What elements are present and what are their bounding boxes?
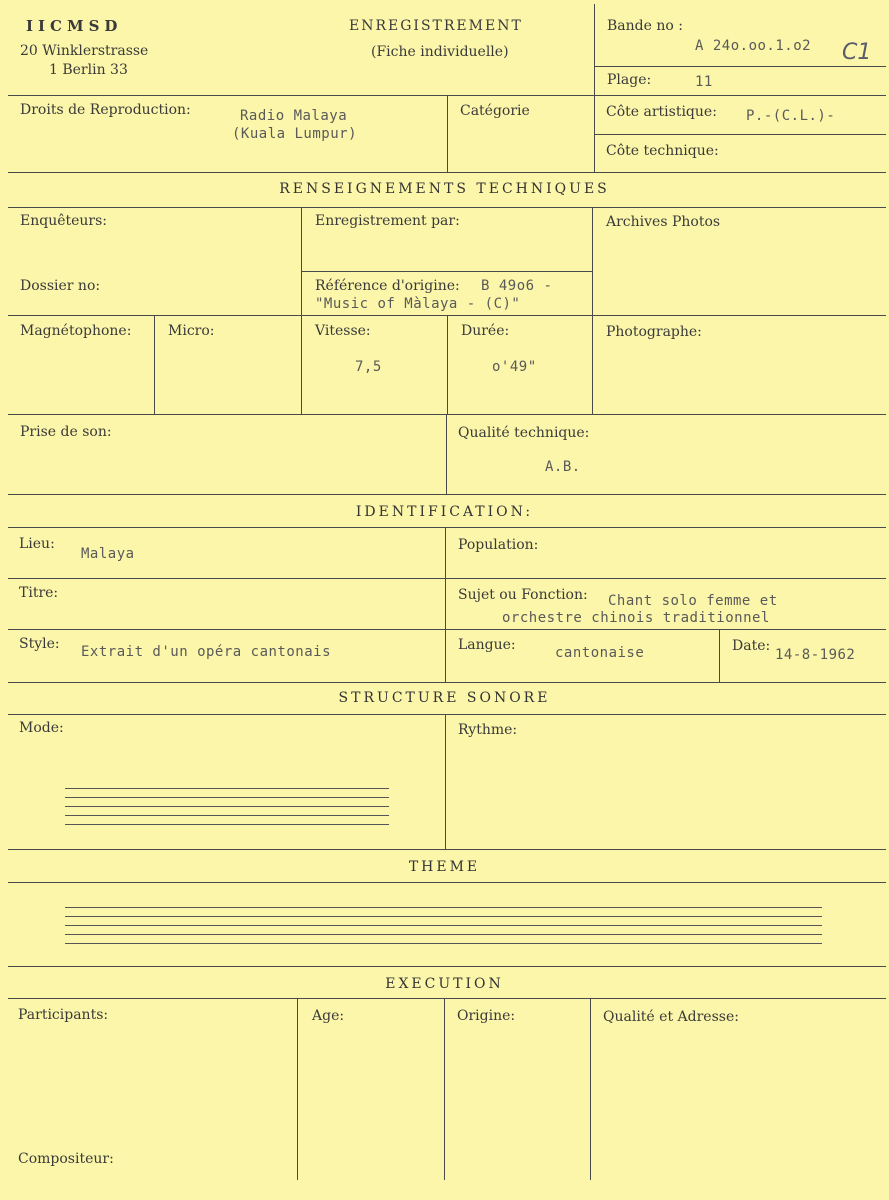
rule-bande xyxy=(594,66,886,67)
date-value: 14-8-1962 xyxy=(775,647,856,663)
lieu-label: Lieu: xyxy=(19,536,55,552)
droits-label: Droits de Reproduction: xyxy=(20,102,191,118)
form-title: ENREGISTREMENT xyxy=(349,18,523,34)
langue-label: Langue: xyxy=(458,637,516,653)
rule-tech-right xyxy=(592,207,593,414)
form-subtitle: (Fiche individuelle) xyxy=(371,44,509,60)
rule-cote xyxy=(594,134,886,135)
rule-header-right xyxy=(594,4,595,172)
rule-origine xyxy=(444,998,445,1180)
sujet-value-1: Chant solo femme et xyxy=(608,593,778,609)
sujet-label: Sujet ou Fonction: xyxy=(458,587,588,603)
qualite-adresse-label: Qualité et Adresse: xyxy=(603,1009,739,1025)
rule-theme-bottom xyxy=(8,966,886,967)
reference-label: Référence d'origine: xyxy=(315,278,460,294)
style-value: Extrait d'un opéra cantonais xyxy=(81,644,332,660)
rule-qualite xyxy=(446,414,447,494)
rule-titre xyxy=(8,578,886,579)
droits-value-2: (Kuala Lumpur) xyxy=(232,126,358,142)
reference-value-2: "Music of Màlaya - (C)" xyxy=(315,296,521,312)
micro-label: Micro: xyxy=(168,323,215,339)
date-label: Date: xyxy=(732,638,771,654)
rule-date xyxy=(719,629,720,682)
vitesse-value: 7,5 xyxy=(355,359,382,375)
compositeur-label: Compositeur: xyxy=(18,1151,114,1167)
population-label: Population: xyxy=(458,537,539,553)
bande-label: Bande no : xyxy=(607,18,683,34)
style-label: Style: xyxy=(19,636,60,652)
mode-staff-line xyxy=(65,788,389,789)
lieu-value: Malaya xyxy=(81,546,135,562)
prise-de-son-label: Prise de son: xyxy=(20,424,112,440)
section-execution: EXECUTION xyxy=(385,976,504,992)
mode-staff-line xyxy=(65,824,389,825)
rule-style xyxy=(8,629,886,630)
photographe-label: Photographe: xyxy=(606,324,702,340)
section-structure-sonore: STRUCTURE SONORE xyxy=(338,690,551,706)
rule-tech-mid xyxy=(301,207,302,414)
categorie-label: Catégorie xyxy=(460,103,530,119)
rule-categorie xyxy=(447,95,448,172)
rule-rights-bottom xyxy=(8,172,886,173)
bande-value: A 24o.oo.1.o2 xyxy=(695,38,812,54)
rule-ident-title xyxy=(8,527,886,528)
section-identification: IDENTIFICATION: xyxy=(355,504,534,520)
rule-theme-title xyxy=(8,882,886,883)
rule-exec-title xyxy=(8,998,886,999)
theme-staff-line xyxy=(65,916,822,917)
enregistrement-par-label: Enregistrement par: xyxy=(315,213,460,229)
rythme-label: Rythme: xyxy=(458,722,518,738)
mode-staff-line xyxy=(65,815,389,816)
rule-micro xyxy=(154,315,155,414)
org-logo: IICMSD xyxy=(26,17,123,35)
rule-prise xyxy=(8,414,886,415)
cote-artistique-label: Côte artistique: xyxy=(606,104,717,120)
rule-tech-bottom xyxy=(8,494,886,495)
enqueteurs-label: Enquêteurs: xyxy=(20,213,108,229)
plage-value: 11 xyxy=(695,74,713,90)
rule-qualite-adresse xyxy=(590,998,591,1180)
duree-value: o'49" xyxy=(492,359,537,375)
rule-ident-bottom xyxy=(8,682,886,683)
langue-value: cantonaise xyxy=(555,645,645,661)
rule-ident-mid xyxy=(445,527,446,682)
magnetophone-label: Magnétophone: xyxy=(20,323,132,339)
sujet-value-2: orchestre chinois traditionnel xyxy=(502,610,770,626)
address-city: 1 Berlin 33 xyxy=(49,62,128,78)
qualite-technique-label: Qualité technique: xyxy=(458,425,590,441)
cote-artistique-value: P.-(C.L.)- xyxy=(746,108,836,124)
theme-staff-line xyxy=(65,934,822,935)
age-label: Age: xyxy=(312,1008,345,1024)
mode-staff-line xyxy=(65,806,389,807)
origine-label: Origine: xyxy=(457,1008,516,1024)
theme-staff-line xyxy=(65,943,822,944)
theme-staff-line xyxy=(65,925,822,926)
rule-tech-title xyxy=(8,207,886,208)
rule-structure-mid xyxy=(445,714,446,849)
cote-technique-label: Côte technique: xyxy=(606,143,719,159)
archives-photos-label: Archives Photos xyxy=(606,214,721,230)
qualite-technique-value: A.B. xyxy=(545,459,581,475)
mode-staff-line xyxy=(65,797,389,798)
mode-label: Mode: xyxy=(19,720,64,736)
rule-structure-bottom xyxy=(8,849,886,850)
reference-value-1: B 49o6 - xyxy=(481,278,553,294)
bande-handwritten: C1 xyxy=(842,40,872,65)
rule-duree xyxy=(447,315,448,414)
theme-staff-line xyxy=(65,907,822,908)
rule-reference xyxy=(301,271,592,272)
rule-structure-title xyxy=(8,714,886,715)
address-street: 20 Winklerstrasse xyxy=(20,43,149,59)
rule-age xyxy=(297,998,298,1180)
droits-value-1: Radio Malaya xyxy=(240,108,348,124)
participants-label: Participants: xyxy=(18,1007,109,1023)
dossier-label: Dossier no: xyxy=(20,278,101,294)
plage-label: Plage: xyxy=(607,72,652,88)
titre-label: Titre: xyxy=(19,585,59,601)
section-renseignements-techniques: RENSEIGNEMENTS TECHNIQUES xyxy=(279,181,610,197)
vitesse-label: Vitesse: xyxy=(315,323,371,339)
section-theme: THEME xyxy=(408,859,481,875)
duree-label: Durée: xyxy=(461,323,510,339)
